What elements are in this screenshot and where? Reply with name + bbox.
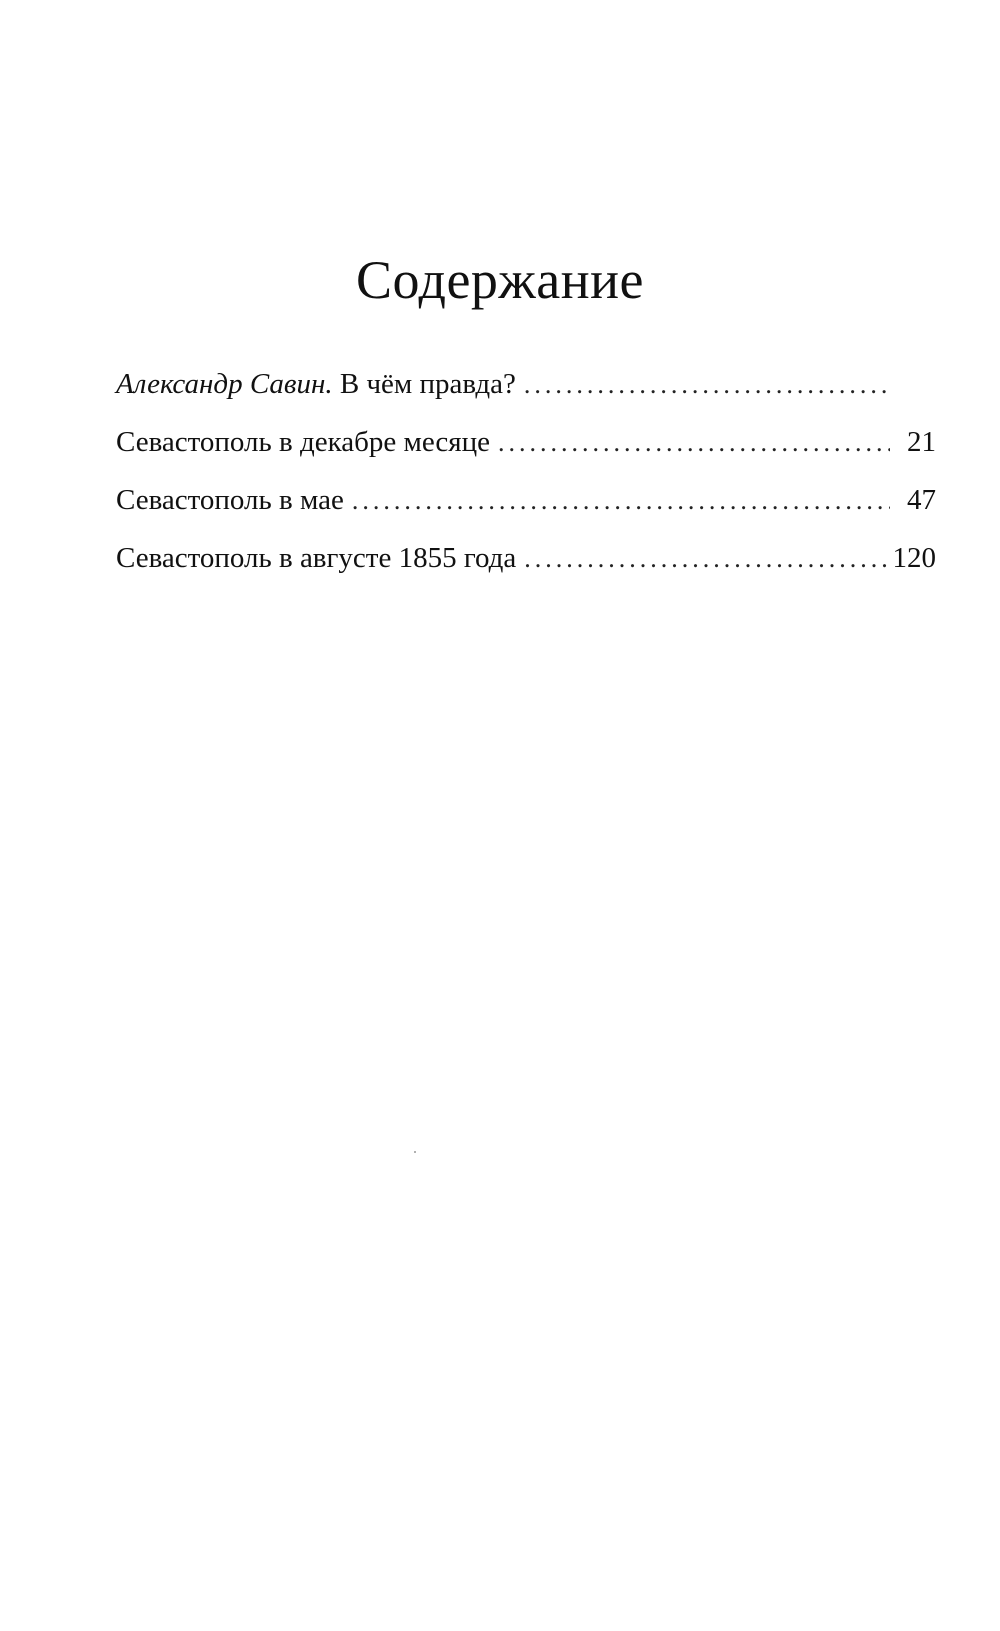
entry-title: Севастополь в августе 1855 года xyxy=(116,542,517,574)
toc-entry-savin[interactable] xyxy=(116,364,936,422)
dot-leader xyxy=(524,365,890,405)
entry-title: В чём правда? xyxy=(339,368,516,400)
entry-author: Александр Савин. xyxy=(116,368,333,400)
entry-title: Севастополь в декабре месяце xyxy=(116,426,491,458)
toc-entry-may[interactable] xyxy=(116,480,936,538)
dot-leader xyxy=(498,423,890,463)
entry-page-number: 47 xyxy=(907,484,936,516)
entry-title: Севастополь в мае xyxy=(116,484,344,516)
dot-leader xyxy=(352,481,890,521)
page-title: Содержание xyxy=(356,250,644,310)
toc-entry-august[interactable] xyxy=(116,538,936,596)
entry-page-number: 21 xyxy=(907,426,936,458)
paper-speck xyxy=(414,1151,416,1153)
dot-leader xyxy=(524,539,886,579)
table-of-contents xyxy=(116,364,936,596)
toc-entry-december[interactable] xyxy=(116,422,936,480)
entry-page-number: 120 xyxy=(892,542,936,574)
